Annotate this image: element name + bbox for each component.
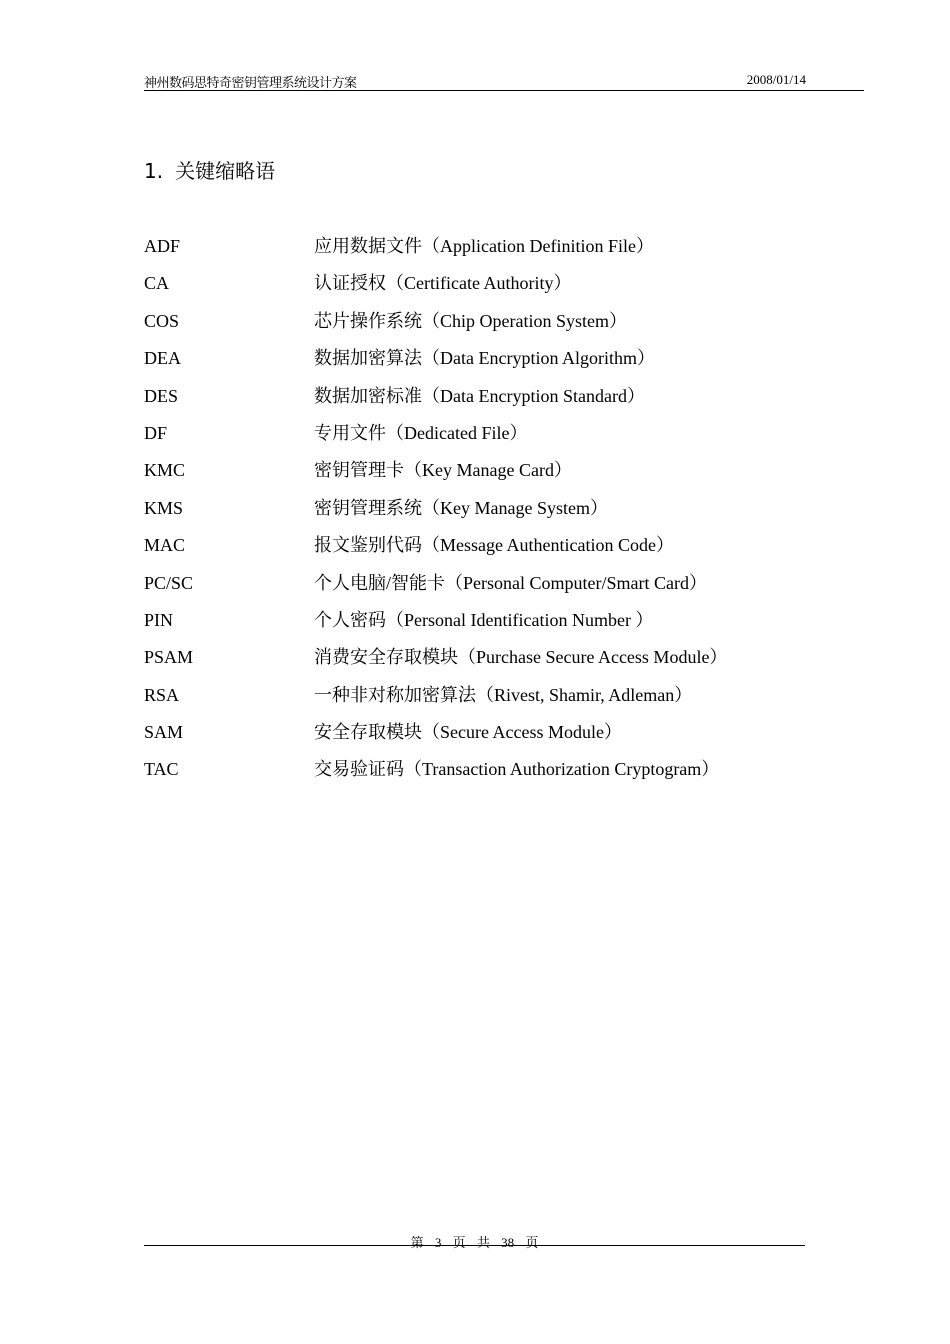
abbreviation-definition: 应用数据文件（Application Definition File） <box>314 236 654 256</box>
abbreviation-term: MAC <box>144 535 186 556</box>
abbreviation-definition: 个人电脑/智能卡（Personal Computer/Smart Card） <box>314 572 707 593</box>
abbreviation-definition: 密钥管理卡（Key Manage Card） <box>314 460 572 481</box>
abbreviation-definition: 认证授权（Certificate Authority） <box>314 273 572 294</box>
abbreviation-row <box>144 345 784 382</box>
abbreviation-definition: 专用文件（Dedicated File） <box>314 422 528 443</box>
abbreviation-row <box>144 495 784 532</box>
abbreviation-term: COS <box>144 310 180 331</box>
abbreviation-term: KMC <box>144 460 186 481</box>
abbreviation-term: TAC <box>144 759 179 780</box>
abbreviation-list <box>144 233 784 794</box>
page-header <box>144 70 864 91</box>
abbreviation-row <box>144 457 784 494</box>
abbreviation-term: KMS <box>144 497 184 518</box>
section-title-text: 关键缩略语 <box>175 159 276 183</box>
abbreviation-row <box>144 233 784 270</box>
abbreviation-row <box>144 644 784 681</box>
abbreviation-definition: 密钥管理系统（Key Manage System） <box>314 497 608 518</box>
abbreviation-row <box>144 607 784 644</box>
abbreviation-term: DEA <box>144 348 181 369</box>
abbreviation-definition: 消费安全存取模块（Purchase Secure Access Module） <box>314 647 728 668</box>
section-number: 1. <box>144 159 164 183</box>
abbreviation-term: CA <box>144 273 170 294</box>
section-heading <box>144 155 275 184</box>
abbreviation-term: PC/SC <box>144 572 194 593</box>
abbreviation-definition: 一种非对称加密算法（Rivest, Shamir, Adleman） <box>314 684 693 705</box>
abbreviation-term: ADF <box>144 236 181 256</box>
abbreviation-term: PSAM <box>144 647 194 668</box>
abbreviation-definition: 报文鉴别代码（Message Authentication Code） <box>314 535 674 556</box>
document-title: 神州数码思特奇密钥管理系统设计方案 <box>144 76 357 91</box>
abbreviation-row <box>144 420 784 457</box>
abbreviation-row <box>144 719 784 756</box>
abbreviation-term: SAM <box>144 722 184 743</box>
abbreviation-row <box>144 756 784 793</box>
abbreviation-definition: 个人密码（Personal Identification Number ） <box>314 609 654 630</box>
abbreviation-term: DES <box>144 385 179 406</box>
abbreviation-definition: 芯片操作系统（Chip Operation System） <box>314 310 627 331</box>
abbreviation-term: DF <box>144 422 168 443</box>
abbreviation-row <box>144 308 784 345</box>
page-number: 第 3 页 共 38 页 <box>410 1235 539 1250</box>
abbreviation-row <box>144 383 784 420</box>
abbreviation-term: RSA <box>144 684 180 705</box>
abbreviation-definition: 数据加密标准（Data Encryption Standard） <box>314 385 645 406</box>
document-date: 2008/01/14 <box>746 72 806 87</box>
abbreviation-definition: 交易验证码（Transaction Authorization Cryptogram） <box>314 759 720 780</box>
abbreviation-definition: 数据加密算法（Data Encryption Algorithm） <box>314 348 655 369</box>
abbreviation-definition: 安全存取模块（Secure Access Module） <box>314 722 622 743</box>
abbreviation-row <box>144 532 784 569</box>
abbreviation-row <box>144 570 784 607</box>
page-footer <box>144 1231 805 1250</box>
abbreviation-row <box>144 682 784 719</box>
abbreviation-term: PIN <box>144 609 174 630</box>
abbreviation-row <box>144 270 784 307</box>
